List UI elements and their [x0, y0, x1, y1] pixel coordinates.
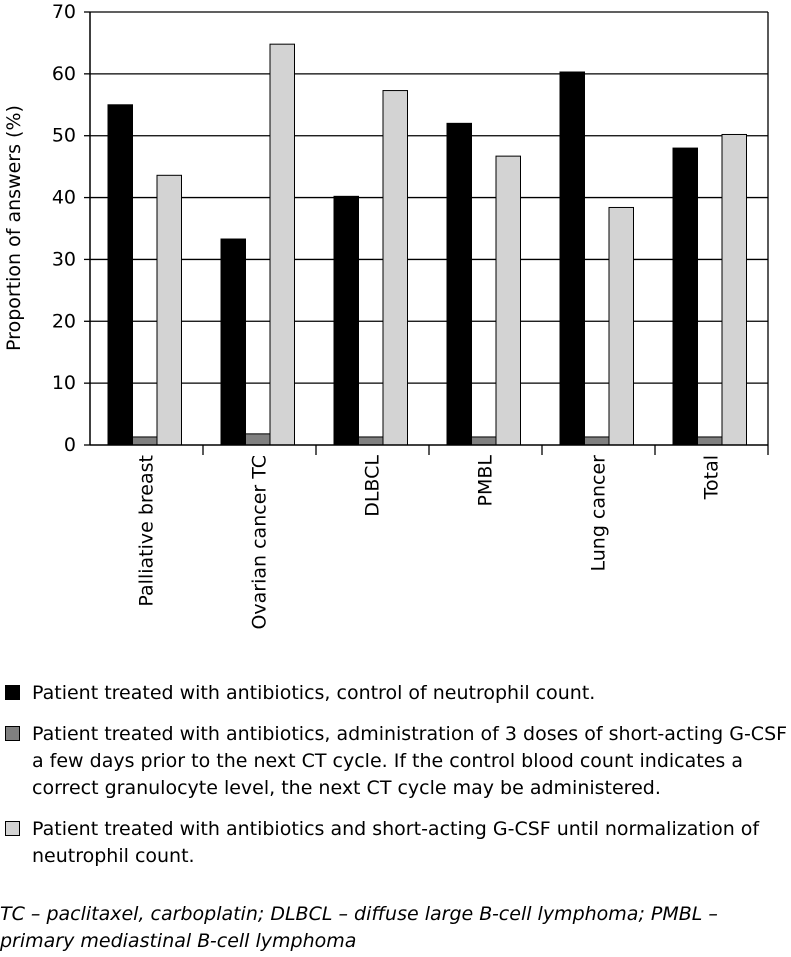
- legend-swatch-black: [5, 685, 20, 700]
- bar-gray: [698, 437, 723, 445]
- bar-lightgray: [157, 175, 182, 445]
- legend-swatch-gray: [5, 726, 20, 741]
- legend-item: [0, 816, 791, 870]
- bar-black: [108, 105, 133, 445]
- bar-gray: [359, 437, 384, 445]
- y-axis-label: Proportion of answers (%): [3, 105, 25, 351]
- legend-label: Patient treated with antibiotics, administration of 3 doses of short-acting G-CSF a few days prior to the next CT cycle. If the control blood count indicates a correct granulocyte level, the next CT cycle may be administered.: [32, 723, 788, 799]
- bar-lightgray: [496, 156, 521, 445]
- y-tick-label: 30: [51, 248, 76, 271]
- y-tick-label: 50: [51, 124, 76, 147]
- bar-lightgray: [383, 91, 408, 445]
- bar-lightgray: [609, 207, 634, 445]
- y-tick-labels: [52, 1, 76, 456]
- bar-lightgray: [270, 44, 295, 445]
- x-tick-label: Ovarian cancer TC: [248, 455, 271, 630]
- legend: [0, 680, 791, 884]
- y-tick-label: 0: [63, 434, 76, 456]
- y-tick-label: 10: [51, 372, 76, 395]
- y-tick-label: 20: [51, 310, 76, 333]
- y-tick-label: 40: [51, 186, 76, 209]
- bar-lightgray: [722, 134, 747, 445]
- bar-gray: [246, 434, 271, 445]
- bar-black: [334, 196, 359, 445]
- x-tick-label: Palliative breast: [135, 455, 158, 607]
- x-tick-label: PMBL: [474, 455, 497, 507]
- bar-black: [673, 148, 698, 445]
- y-tick-label: 70: [51, 1, 76, 23]
- bar-gray: [133, 437, 158, 445]
- legend-swatch-lightgray: [5, 821, 20, 836]
- bar-gray: [585, 437, 610, 445]
- legend-label: Patient treated with antibiotics and short-acting G-CSF until normalization of neutrophil count.: [32, 818, 760, 867]
- x-tick-labels: [136, 455, 723, 630]
- bars: [108, 44, 747, 445]
- legend-item: [0, 680, 791, 707]
- bar-black: [560, 72, 585, 445]
- legend-label: Patient treated with antibiotics, control of neutrophil count.: [32, 682, 596, 704]
- footnote: TC – paclitaxel, carboplatin; DLBCL – diffuse large B-cell lymphoma; PMBL – primary mediastinal B-cell lymphoma: [0, 903, 718, 952]
- gridlines: [90, 12, 768, 383]
- bar-gray: [472, 437, 497, 445]
- x-tick-label: Lung cancer: [587, 455, 610, 572]
- axes: [84, 12, 768, 455]
- bar-black: [221, 239, 246, 445]
- bar-black: [447, 123, 472, 445]
- x-tick-label: DLBCL: [361, 455, 384, 517]
- y-tick-label: 60: [51, 62, 76, 85]
- legend-item: [0, 721, 791, 802]
- x-tick-label: Total: [700, 455, 723, 500]
